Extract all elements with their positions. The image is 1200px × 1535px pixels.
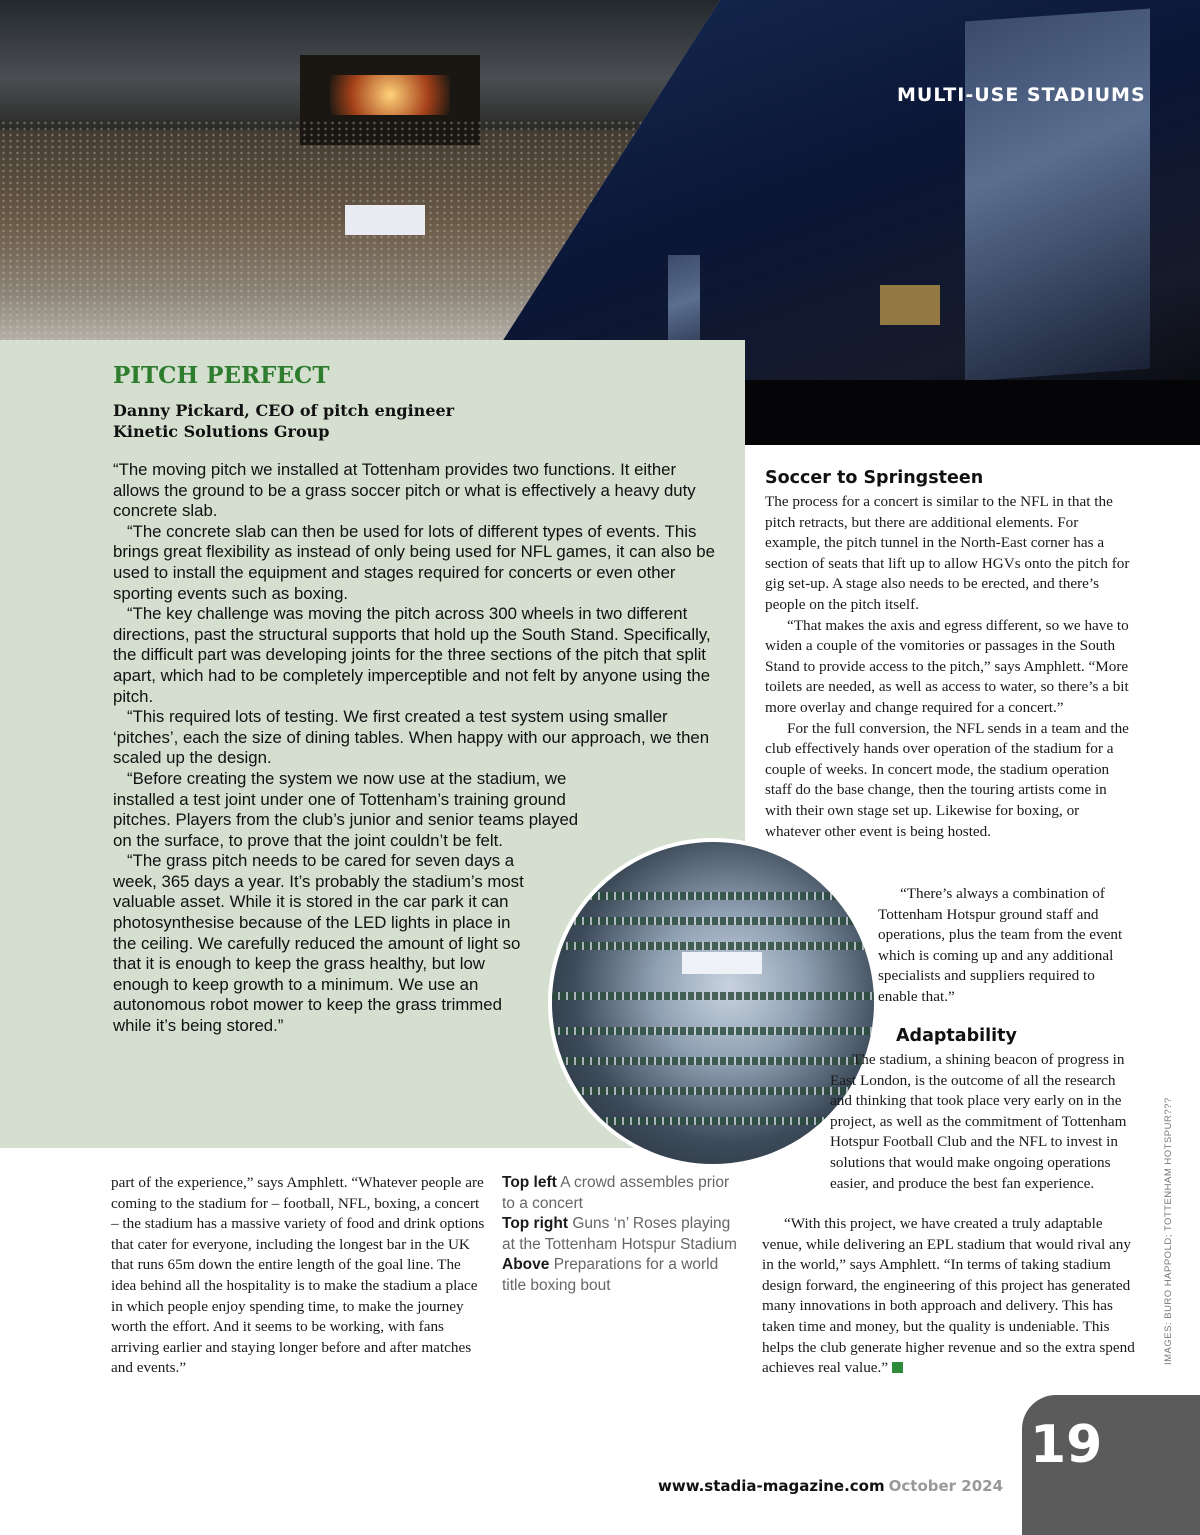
body-paragraph: “Before creating the system we now use at the stadium, we installed a test joint under one of Tottenham’s training ground pitches. Players from the club’s junior and senior teams played on the surface, to prove that the joint couldn’t be felt. <box>113 768 579 850</box>
soccer-to-springsteen-heading: Soccer to Springsteen <box>765 468 984 488</box>
byline <box>113 400 454 442</box>
page-number: 19 <box>1030 1415 1103 1475</box>
pitch-perfect-heading: PITCH PERFECT <box>113 362 330 389</box>
boxing-preparation-photo <box>548 838 878 1168</box>
caption-above: Above Preparations for a world title boxing bout <box>502 1256 719 1294</box>
caption-top-left: Top left A crowd assembles prior to a concert <box>502 1174 730 1212</box>
body-paragraph: The process for a concert is similar to the NFL in that the pitch retracts, but there are additional elements. For example, the pitch tunnel in the North-East corner has a section of seats that lift up to allow HGVs onto the pitch for gig set-up. A stage also needs to be erected, and there’s people on the pitch itself. <box>765 493 1130 613</box>
body-paragraph: “The key challenge was moving the pitch across 300 wheels in two different directions, past the structural supports that hold up the South Stand. Specifically, the difficult part was developing joints for the three sections of the pitch that split apart, which had to be completely imperceptible and not felt by anyone using the pitch. <box>113 604 711 706</box>
body-paragraph: “The grass pitch needs to be cared for seven days a week, 365 days a year. It’s probably the stadium’s most valuable asset. While it is stored in the car park it can photosynthesise because of the LED lights in place in the ceiling. We carefully reduced the amount of light so that it is enough to keep the grass healthy, but low enough to keep growth to a minimum. We use an autonomous robot mower to keep the grass trimmed while it’s being stored.” <box>113 851 524 1036</box>
byline-line-1: Danny Pickard, CEO of pitch engineer <box>113 401 455 420</box>
body-paragraph: “There’s always a combination of Tottenham Hotspur ground staff and operations, plus the team from the event which is coming up and any additional specialists and suppliers required to enable that.” <box>878 885 1123 1005</box>
footer-date: October 2024 <box>888 1477 1004 1495</box>
caption-top-right: Top right Guns ‘n’ Roses playing at the Tottenham Hotspur Stadium <box>502 1215 737 1253</box>
soccer-to-springsteen-body <box>765 492 1137 842</box>
closing-quote: “With this project, we have created a truly adaptable venue, while delivering an EPL stadium that would rival any in the world,” says Amphlett. “In terms of taking stadium design forward, the engineering of this project has generated many innovations in both approach and delivery. This has taken time and money, but the quality is undeniable. This helps the club generate higher revenue and so the extra spend achieves real value.” <box>762 1215 1135 1377</box>
body-paragraph: “This required lots of testing. We first created a test system using smaller ‘pitches’, each the size of dining tables. When happy with our approach, we then scaled up the design. <box>113 707 710 768</box>
section-kicker: MULTI-USE STADIUMS <box>897 84 1146 106</box>
footer <box>658 1477 1003 1496</box>
adaptability-body-top <box>830 1050 1135 1194</box>
adaptability-body-bottom <box>762 1214 1137 1379</box>
body-paragraph <box>762 1214 1137 1379</box>
photo-captions <box>502 1173 742 1297</box>
quote-paragraph <box>878 884 1133 1008</box>
body-paragraph: For the full conversion, the NFL sends in a team and the club effectively hands over operation of the stadium for a couple of weeks. In concert mode, the stadium operation staff do the base change, then the touring artists come in with their own stage set up. Likewise for boxing, or whatever other event is being hosted. <box>765 719 1129 840</box>
body-paragraph: “That makes the axis and egress different, so we have to widen a couple of the vomitories or passages in the South Stand to provide access to the pitch,” says Amphlett. “More toilets are needed, as well as access to water, so there’s a bit more overlay and change required for a concert.” <box>765 616 1129 716</box>
body-paragraph: “The concrete slab can then be used for lots of different types of events. This brings great flexibility as instead of only being used for NFL games, it can also be used to install the equipment and stages required for concerts or even other sporting events such as boxing. <box>113 521 715 603</box>
end-mark-icon <box>892 1362 903 1373</box>
body-paragraph: The stadium, a shining beacon of progress in East London, is the outcome of all the research and thinking that took place very early on in the project, as well as the commitment of Tottenham Hotspur Football Club and the NFL to invest in solutions that would make ongoing operations easier, and produce the best fan experience. <box>830 1051 1127 1192</box>
hospitality-paragraph: part of the experience,” says Amphlett. “Whatever people are coming to the stadium for – football, NFL, boxing, a concert – the stadium has a massive variety of food and drink options that cater for everyone, including the longest bar in the UK that runs 65m down the entire length of the goal line. The idea behind all the hospitality is to make the stadium a place in which people enjoy spending time, to make the journey worth the effort. And it seems to be working, with fans arriving earlier and staying longer before and after matches and events.” <box>111 1174 485 1377</box>
image-credit: IMAGES: BURO HAPPOLD; TOTTENHAM HOTSPUR??? <box>1163 1097 1174 1365</box>
footer-url[interactable]: www.stadia-magazine.com <box>658 1477 885 1495</box>
body-paragraph: “The moving pitch we installed at Tottenham provides two functions. It either allows the ground to be a grass soccer pitch or what is effectively a heavy duty concrete slab. <box>113 460 696 521</box>
byline-line-2: Kinetic Solutions Group <box>113 422 330 441</box>
page-number-tab <box>1022 1395 1200 1535</box>
adaptability-heading: Adaptability <box>896 1026 1017 1046</box>
